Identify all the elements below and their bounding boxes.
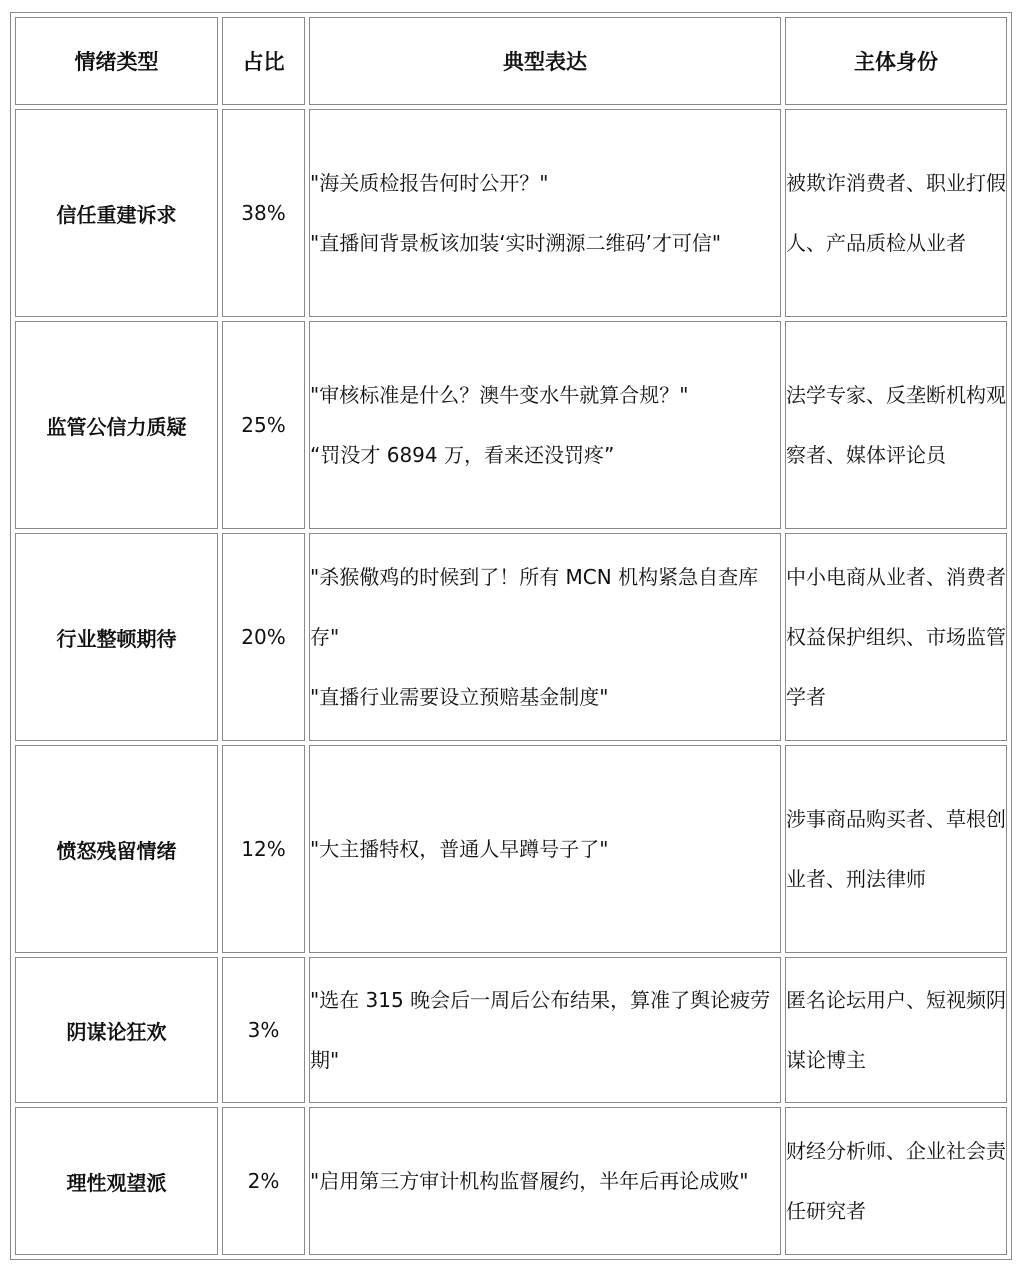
emotion-type: 行业整顿期待 xyxy=(15,533,218,741)
subject-identity xyxy=(785,321,1007,529)
subject-identity xyxy=(785,745,1007,953)
subject-identity xyxy=(785,1107,1007,1255)
expression-quote: "大主播特权，普通人早蹲号子了" xyxy=(310,837,609,861)
emotion-type: 信任重建诉求 xyxy=(15,109,218,317)
emotion-type: 监管公信力质疑 xyxy=(15,321,218,529)
expression-quote: "启用第三方审计机构监督履约，半年后再论成败" xyxy=(310,1169,749,1193)
identity-text: 匿名论坛用户、短视频阴谋论博主 xyxy=(786,988,1006,1072)
expression-quote: “罚没才 6894 万，看来还没罚疼” xyxy=(310,443,615,467)
table-row xyxy=(15,745,1007,953)
typical-expression xyxy=(309,533,781,741)
identity-text: 涉事商品购买者、草根创业者、刑法律师 xyxy=(786,807,1006,891)
table-row xyxy=(15,321,1007,529)
expression-quote: "选在 315 晚会后一周后公布结果，算准了舆论疲劳期" xyxy=(310,988,771,1072)
expression-quote: "直播行业需要设立预赔基金制度" xyxy=(310,685,609,709)
emotion-type: 理性观望派 xyxy=(15,1107,218,1255)
header-share: 占比 xyxy=(222,17,305,105)
expression-quote: "直播间背景板该加装‘实时溯源二维码’才可信" xyxy=(310,231,722,255)
table-row xyxy=(15,533,1007,741)
identity-text: 中小电商从业者、消费者权益保护组织、市场监管学者 xyxy=(786,565,1006,709)
expression-quote: "杀猴儆鸡的时候到了！所有 MCN 机构紧急自查库存" xyxy=(310,565,759,649)
identity-text: 法学专家、反垄断机构观察者、媒体评论员 xyxy=(786,383,1006,467)
table-row xyxy=(15,1107,1007,1255)
table-row xyxy=(15,957,1007,1103)
typical-expression xyxy=(309,109,781,317)
typical-expression xyxy=(309,745,781,953)
table-header-row xyxy=(15,17,1007,105)
emotion-type: 愤怒残留情绪 xyxy=(15,745,218,953)
table-row xyxy=(15,109,1007,317)
subject-identity xyxy=(785,957,1007,1103)
emotion-share: 12% xyxy=(222,745,305,953)
typical-expression xyxy=(309,957,781,1103)
identity-text: 被欺诈消费者、职业打假人、产品质检从业者 xyxy=(786,171,1006,255)
subject-identity xyxy=(785,109,1007,317)
header-type: 情绪类型 xyxy=(15,17,218,105)
header-expression: 典型表达 xyxy=(309,17,781,105)
emotion-share: 25% xyxy=(222,321,305,529)
expression-quote: "审核标准是什么？澳牛变水牛就算合规？" xyxy=(310,383,689,407)
emotion-share: 3% xyxy=(222,957,305,1103)
expression-quote: "海关质检报告何时公开？" xyxy=(310,171,549,195)
typical-expression xyxy=(309,1107,781,1255)
identity-text: 财经分析师、企业社会责任研究者 xyxy=(786,1139,1006,1223)
emotion-table xyxy=(10,12,1012,1260)
subject-identity xyxy=(785,533,1007,741)
typical-expression xyxy=(309,321,781,529)
emotion-type: 阴谋论狂欢 xyxy=(15,957,218,1103)
emotion-share: 20% xyxy=(222,533,305,741)
emotion-share: 2% xyxy=(222,1107,305,1255)
emotion-share: 38% xyxy=(222,109,305,317)
header-identity: 主体身份 xyxy=(785,17,1007,105)
